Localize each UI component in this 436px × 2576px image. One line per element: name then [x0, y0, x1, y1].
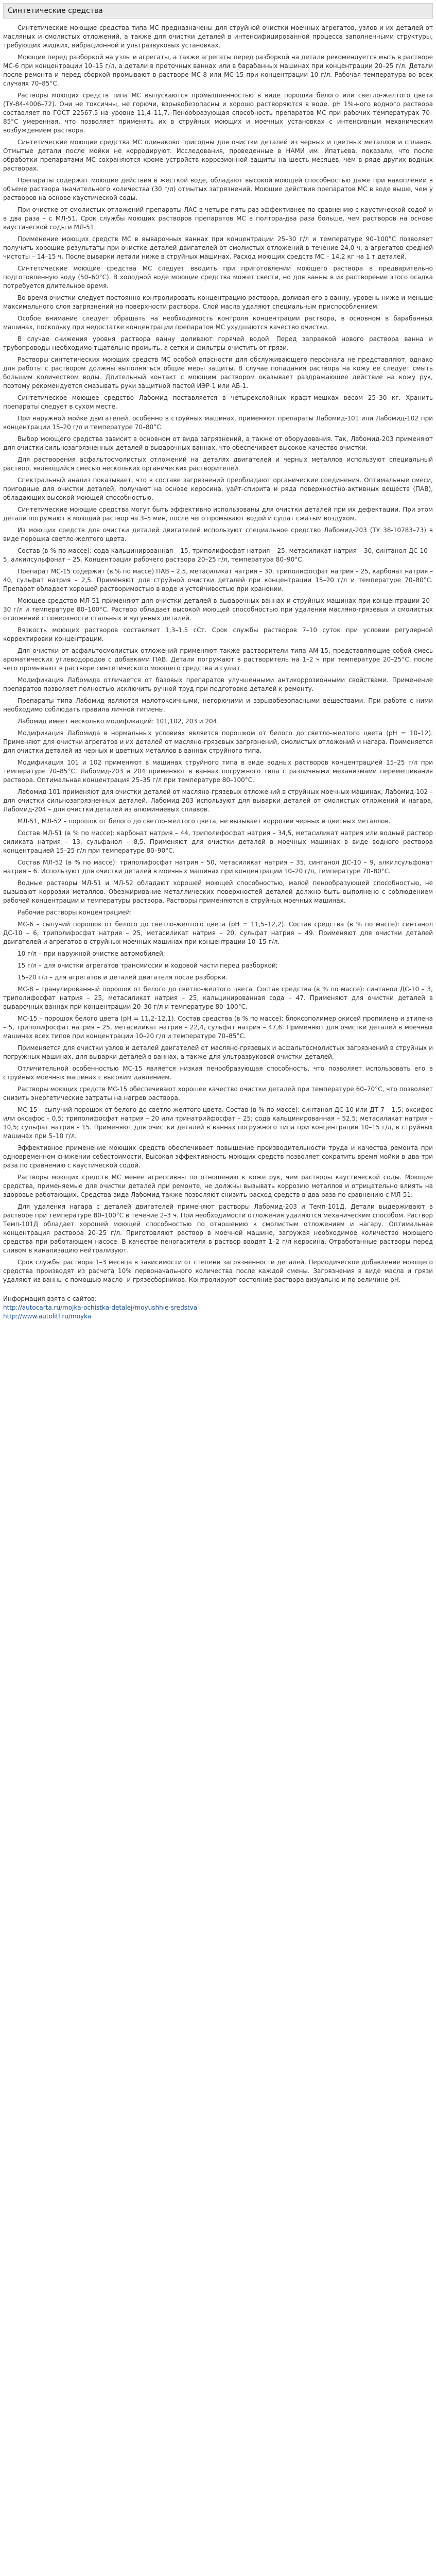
article-paragraph: МС-8 – гранулированный порошок от белого до светло-желтого цвета. Состав средства (в % по массе): синтанол ДС-10 – 3, триполифосфат натрия – 25, метасиликат натрия – 25, кальцинированная сода – 47. Применяют для очистки деталей в выварочных ваннах при концентрации 20–30 г/л и температуре 80–100°С. [3, 986, 433, 1010]
article-paragraph: Применение моющих средств МС в выварочных ваннах при концентрации 25–30 г/л и температуре 90–100°С позволяет получить хорошие результаты при очистке деталей двигателей от смолистых отложений в течение 24,0 ч, а агрегатов средней чистоты – 14–15 ч. После выварки летали ниже в струйных машинах. Расход моющих средств МС – 14,2 кг на 1 т деталей. [3, 235, 433, 260]
article-paragraph: Растворы синтетических моющих средств МС особой опасности для обслуживающего персонала не представляют, однако для работы с раствором должны выполняться общие меры защиты. В случае попадания раствора на кожу ее следует смыть большим количеством воды. Длительный контакт с моющим раствором оказывает раздражающее действие на кожу рук, поэтому рекомендуется смазывать руки защитной пастой ИЭР-1 или АБ-1. [3, 356, 433, 389]
article-paragraph: Модификация Лабомида отличается от базовых препаратов улучшенными антикоррозионными свойствами. Применение препаратов позволяет полностью исключить ручной труд при подготовке деталей к ремонту. [3, 676, 433, 692]
article-paragraph: Препараты содержат моющие действия в жесткой воде, обладают высокой моющей способностью даже при накоплении в объеме раствора значительного количества (30 г/л) отмытых загрязнений. Моющие действия препаратов МС в воде выше, чем у растворов на основе каустической соды. [3, 177, 433, 201]
article-paragraph: Растворы моющих средств МС-15 обеспечивают хорошее качество очистки деталей при температуре 60–70°С, что позволяет снизить энергетические затраты на нагрев раствора. [3, 1086, 433, 1101]
article-paragraph: Состав МЛ-52 (в % по массе): триполифосфат натрия – 50, метасиликат натрия – 35, синтанол ДС-10 – 9, алкилсульфонат натрия – 6. Используют для очистки деталей в моечных машинах при концентрации 10–20 г/л, температуре 70–80°С. [3, 859, 433, 875]
article-paragraph: Модификация 101 и 102 применяют в машинах струйного типа в виде водных растворов концентрацией 15–25 г/л при температуре 70–85°С. Лабомид-203 и 204 применяют в ваннах погружного типа с различными механизмами перемешивания раствора. Оптимальная концентрация 25–35 г/л при температуре 80–100°С. [3, 759, 433, 784]
article-paragraph: Для растворения асфальтосмолистых отложений на деталях двигателей и черных металлов используют специальный раствор, являющийся смесью нескольких органических растворителей. [3, 456, 433, 472]
article-paragraph: Синтетические моющие средства МС одинаково пригодны для очистки деталей из черных и цветных металлов и сплавов. Отмытые детали после мойки не корродируют. Исследования, проведенные в НАМИ им. Ипатьева, показали, что после обработки препаратами МС сохраняются кроме устройств коррозионной защиты на шесть месяцев, чем в ряде других водных растворах. [3, 139, 433, 172]
article-paragraph: МС-15 – порошок белого цвета (рН = 11,2–12,1). Состав средства (в % по массе): блоксополимер окисей пропилена и этилена – 5, триполифосфат натрия – 25, метасиликат натрия – 22,4, сульфат натрия – 47,6. Применяют для очистки деталей в моечных машинах всех типов при концентрации 10–20 г/л и температуре 70–85°С. [3, 1015, 433, 1040]
article-paragraph: Лабомид имеет несколько модификаций: 101,102, 203 и 204. [18, 718, 219, 725]
article-paragraph: Вязкость моющих растворов составляет 1,3–1,5 сСт. Срок службы растворов 7–10 суток при условии регулярной корректировки концентрации. [3, 626, 433, 642]
article-paragraph: Препараты типа Лабомид являются малотоксичными, негорючими и взрывобезопасными веществами. При работе с ними необходимо соблюдать правила личной гигиены. [3, 697, 433, 713]
article-paragraph: Модификация Лабомида в нормальных условиях является порошком от белого до светло-желтого цвета (рН = 10–12). Применяют для очистки агрегатов и их деталей от масляно-грязевых загрязнений, смолистых отложений и нагара. Применяется для очистки деталей из черных и цветных металлов в ваннах струйного типа. [3, 730, 433, 754]
source-link-1[interactable]: http://autocarta.ru/mojka-ochistka-detalej/moyushhie-sredstva [3, 1304, 198, 1311]
article-paragraph: При очистке от смолистых отложений препараты ЛАС в четыре-пять раз эффективнее по сравнению с каустической содой и в два раза – с МЛ-51. Срок службы моющих растворов препаратов МС в полтора-два раза больше, чем растворов на основе каустической соды и МЛ-51. [3, 206, 433, 231]
article-paragraph: Состав МЛ-51 (в % по массе): карбонат натрия – 44, триполифосфат натрия – 34,5, метасиликат натрия или водный раствор силиката натрия – 13, сульфанол – 8,5. Применяют для очистки деталей в моечных машинах в виде водного раствора концентрацией 15–25 г/л при температуре 80–90°С. [3, 829, 433, 854]
article-paragraph: Для очистки от асфальтосмолистых отложений применяют также растворители типа АМ-15, представляющие собой смесь ароматических углеводородов с добавками ПАВ. Детали погружают в растворитель на 1–2 ч при температуре 20–25°С, после чего промывают в растворе синтетического моющего средства и сушат. [3, 647, 433, 672]
article-paragraph: Водные растворы МЛ-51 и МЛ-52 обладают хорошей моющей способностью, малой пенообразующей способностью, не вызывают коррозии металлов. Обезжиривание металлических поверхностей деталей должно быть выполнено с соблюдением рабочей концентрации и температуры раствора. Растворы применяются в струйных моечных машинах. [3, 879, 433, 904]
article-paragraph: Рабочие растворы концентрацией: [18, 909, 132, 916]
article-paragraph: Моющее средство МЛ-51 применяют для очистки деталей в выварочных ваннах и струйных машинах при концентрации 20–30 г/л и температуре 80–100°С. Раствор обладает высокой моющей способностью при удалении масляно-грязевых и смолистых отложений с поверхности стальных и чугунных деталей. [3, 597, 433, 622]
article-title-bar [3, 3, 433, 19]
sources-block [3, 1295, 433, 1321]
article-paragraph: 15–20 г/л – для агрегатов и деталей двигателя после разборки. [18, 974, 228, 981]
article-paragraph: Растворы моющих средств МС менее агрессивны по отношению к коже рук, чем растворы каустической соды. Моющие средства, применяемые для очистки деталей при ремонте, не должны вызывать коррозию металлов и отрицательно влиять на здоровье работающих. Средства вида Лабомид также позволяют снизить расход средств в два раза по сравнению с МЛ-51. [3, 1174, 433, 1198]
article-paragraph: Лабомид-101 применяют для очистки деталей от масляно-грязевых отложений в струйных моечных машинах, Лабомид-102 – для очистки сильнозагрязненных деталей. Лабомид-203 используют для выварки деталей от смолистых отложений и нагара, Лабомид-204 – для очистки деталей из алюминиевых сплавов. [3, 788, 433, 813]
article-paragraph: Синтетические моющие средства МС следует вводить при приготовлении моющего раствора в предварительно подготовленную воду (50–60°С). В холодной воде моющие средства может свести, но для ванны в их растворение этого осадка потребуется длительное время. [3, 265, 433, 290]
article-paragraph: Применяется для очистки узлов и деталей двигателей от масляно-грязевых и асфальтосмолистых загрязнений в струйных и погружных машинах, для выварки деталей в ваннах, а также для ультразвуковой очистки деталей. [3, 1044, 433, 1060]
article-body [3, 24, 433, 1284]
article-paragraph: МЛ-51, МЛ-52 – порошок от белого до светло-желтого цвета, не вызывает коррозии черных и цветных металлов. [18, 818, 391, 825]
article-paragraph: 15 г/л – для очистки агрегатов трансмиссии и ходовой части перед разборкой; [18, 962, 278, 969]
article-paragraph: Отличительной особенностью МС-15 является низкая пенообразующая способность, что позволяет использовать его в струйных моечных машинах с высоким давлением. [3, 1065, 433, 1081]
article-paragraph: Эффективное применение моющих средств обеспечивает повышение производительности труда и качества ремонта при одновременном снижении себестоимости. Высокая эффективность моющих средств позволяет сократить время мойки в два-три раза по сравнению с каустической содой. [3, 1144, 433, 1169]
article-paragraph: При наружной мойке двигателей, особенно в струйных машинах, применяют препараты Лабомид-101 или Лабомид-102 при концентрации 15–20 г/л и температуре 70–80°С. [3, 415, 433, 431]
article-paragraph: Препарат МС-15 содержит (в % по массе) ПАВ – 2,5, метасиликат натрия – 30, триполифосфат натрия – 25, карбонат натрия – 40, сульфат натрия – 2,5. Применяют для струйной очистки деталей при концентрации 15–20 г/л и температуре 70–80°С. Препарат обладает хорошей растворимостью в воде и устойчивостью при хранении. [3, 568, 433, 592]
article-paragraph: Растворы моющих средств типа МС выпускаются промышленностью в виде порошка белого или светло-желтого цвета (ТУ-84-4006–72). Они не токсичны, не горючи, взрывобезопасны и хорошо растворяются в воде. рН 1%-ного водного раствора составляет по ГОСТ 22567.5 на уровне 11,4–11,7. Пенообразующая способность препаратов МС при рабочих температурах 70–85°С умеренная, что позволяет применять их в струйных моющих и моечных установках с интенсивным механическим возбуждением раствора. [3, 92, 433, 134]
article-paragraph: Для удаления нагара с деталей двигателей применяют растворы Лабомид-203 и Темп-101Д. Детали выдерживают в растворе при температуре 80–100°С в течение 2–3 ч. При необходимости отложения удаляются механическим способом. Раствор Темп-101Д обладает хорошей моющей способностью по отношению к смолистым отложениям и нагару. Оптимальная концентрация раствора 20–25 г/л. Приготовляют раствор в моечной машине, загружая необходимое количество моющего средства при работающем насосе. В качестве пеногасителя в раствор вводят 1–2 г/л керосина. Отработанные растворы перед сливом в канализацию нейтрализуют. [3, 1203, 433, 1254]
article-paragraph: Из моющих средств для очистки деталей двигателей используют специальное средство Лабомид-203 (ТУ 38-10783–73) в виде порошка светло-желтого цвета. [3, 527, 433, 543]
article-paragraph: 10 г/л – при наружной очистке автомобилей; [18, 950, 165, 957]
article-paragraph: Синтетическое моющее средство Лабомид поставляется в четырехслойных крафт-мешках весом 25–30 кг. Хранить препараты следует в сухом месте. [3, 394, 433, 410]
article-paragraph: Во время очистки следует постоянно контролировать концентрацию раствора, доливая его в ванну, уровень ниже и меньше максимального слоя загрязнений на поверхности раствора. Слой масла удаляют специальным приспособлением. [3, 294, 433, 310]
sources-heading: Информация взята с сайтов: [3, 1295, 97, 1302]
article-paragraph: Выбор моющего средства зависит в основном от вида загрязнений, а также от оборудования. Так, Лабомид-203 применяют для очистки сильнозагрязненных деталей в выварочных ваннах, что обеспечивает высокое качество очистки. [3, 435, 433, 451]
article-paragraph: Срок службы раствора 1–3 месяца в зависимости от степени загрязненности деталей. Периодическое добавление моющего средства производят из расчета 10% первоначального количества после каждой смены. Загрязнения в виде масла и грязи удаляют из ванны с помощью масло- и грязесборников. Контролируют состояние раствора визуально и по величине рН. [3, 1259, 433, 1283]
article-paragraph: Спектральный анализ показывает, что в составе загрязнений преобладают органические соединения. Оптимальные смеси, пригодные для очистки деталей, получают на основе керосина, уайт-спирита и ряда поверхностно-активных веществ (ПАВ), обладающих высокой моющей способностью. [3, 477, 433, 501]
article-paragraph: Моющие перед разборкой на узлы и агрегаты, а также агрегаты перед разборкой на детали рекомендуется мыть в растворе МС-6 при концентрации 10–15 г/л, а детали в проточных ваннах или в барабанных машинах при концентрации 20–25 г/л. Детали после ремонта и перед сборкой промывают в растворе МС-8 или МС-15 при концентрации 10 г/л. Рабочая температура во всех случаях 70–85°С. [3, 54, 433, 87]
article-paragraph: Состав (в % по массе): сода кальцинированная – 15, триполифосфат натрия – 25, метасиликат натрия – 30, синтанол ДС-10 – 5, алкилсульфонат – 25. Концентрация рабочего раствора 20–25 г/л, температура 80–90°С. [3, 547, 433, 563]
article-paragraph: В случае снижения уровня раствора ванну доливают горячей водой. Перед заправкой нового раствора ванна и трубопроводы необходимо тщательно промыть, а сетки и фильтры очистить от грязи. [3, 335, 433, 351]
source-link-2[interactable]: http://www.autolitl.ru/moyka [3, 1313, 92, 1320]
article-paragraph: Особое внимание следует обращать на необходимость контроля концентрации раствора, в основном в барабанных машинах, поскольку при недостатке концентрации препаратов МС ухудшаются качество очистки. [3, 315, 433, 331]
article-title: Синтетические средства [8, 7, 103, 15]
article-paragraph: Синтетические моющие средства типа МС предназначены для струйной очистки моечных агрегатов, узлов и их деталей от масляных и смолистых отложений, а также для очистки деталей в интенсифицированной процесса заполненными структуры, требующих жидких, вибрационной и ультразвуковых установках. [3, 24, 433, 49]
article-paragraph: МС-6 – сыпучий порошок от белого до светло-желтого цвета (рН = 11,5–12,2). Состав средства (в % по массе): синтанол ДС-10 – 6, триполифосфат натрия – 25, метасиликат натрия – 20, сульфат натрия – 49. Применяют для очистки деталей двигателей и агрегатов в струйных моечных машинах при концентрации 10–15 г/л. [3, 921, 433, 945]
article-paragraph: Синтетические моющие средства могут быть эффективно использованы для очистки деталей при их дефектации. При этом детали погружают в моющий раствор на 3–5 мин, после чего промывают водой и сушат сжатым воздухом. [3, 506, 433, 522]
article-paragraph: МС-15 – сыпучий порошок от белого до светло-желтого цвета. Состав (в % по массе): синтанол ДС-10 или ДТ-7 – 1,5; оксифос или оксафос – 0,5; триполифосфат натрия – 20 или тринатрийфосфат – 25; сода кальцинированная – 52,5; метасиликат натрия – 10,5; сульфат натрия – 15. Применяют для очистки деталей в ваннах погружного типа при концентрации 10–15 г/л, в струйных машинах при 5–10 г/л. [3, 1106, 433, 1140]
